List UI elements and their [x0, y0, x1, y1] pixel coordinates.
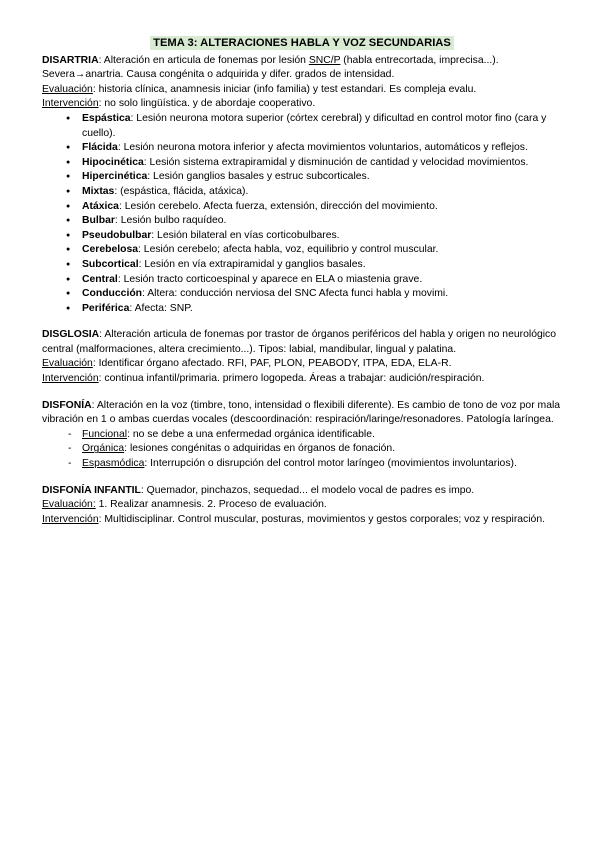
disartria-intro: [42, 54, 562, 83]
disfonia-infantil-term: DISFONÍA INFANTIL: [42, 484, 141, 496]
list-item: [82, 185, 562, 200]
disfonia-infantil-evaluacion: [42, 498, 562, 513]
type-name: Conducción: [82, 288, 143, 300]
disfonia-infantil-interv-text: : Multidisciplinar. Control muscular, posturas, movimientos y gestos corporales; voz y respiración.: [98, 513, 546, 525]
disfonia-intro: [42, 399, 562, 428]
document-page: [42, 36, 562, 539]
type-desc: : Lesión tracto corticoespinal y aparece en ELA o miastenia grave.: [117, 273, 423, 285]
disglosia-evaluacion: [42, 357, 562, 372]
section-disartria: [42, 54, 562, 317]
disfonia-infantil-intro: [42, 484, 562, 499]
list-item: [82, 141, 562, 156]
disfonia-infantil-intro-text: : Quemador, pinchazos, sequedad... el modelo vocal de padres es impo.: [140, 484, 475, 496]
page-title: TEMA 3: ALTERACIONES HABLA Y VOZ SECUNDARIAS: [150, 36, 454, 50]
type-name: Atáxica: [82, 200, 119, 212]
disglosia-term: DISGLOSIA: [42, 329, 100, 341]
type-name: Bulbar: [82, 215, 115, 227]
list-item: [82, 112, 562, 141]
section-disfonia: [42, 399, 562, 472]
disartria-term: DISARTRIA: [42, 54, 99, 66]
type-name: Espástica: [82, 112, 131, 124]
type-name: Central: [82, 273, 118, 285]
list-item: [82, 258, 562, 273]
list-item: [82, 200, 562, 215]
type-name: Subcortical: [82, 258, 139, 270]
type-name: Periférica: [82, 302, 130, 314]
type-desc: : Altera: conducción nerviosa del SNC Afecta funci habla y movimi.: [142, 288, 449, 300]
type-desc: : Lesión ganglios basales y estruc subcorticales.: [147, 171, 370, 183]
disfonia-term: DISFONÍA: [42, 399, 92, 411]
section-disglosia: [42, 328, 562, 386]
list-item: [82, 428, 562, 443]
list-item: [82, 156, 562, 171]
list-item: [82, 214, 562, 229]
type-desc: : Lesión neurona motora inferior y afecta movimientos voluntarios, automáticos y reflejos.: [117, 142, 528, 154]
type-name: Pseudobulbar: [82, 229, 152, 241]
type-desc: : Lesión bilateral en vías corticobulbares.: [151, 229, 340, 241]
disglosia-eval-text: : Identificar órgano afectado. RFI, PAF, PLON, PEABODY, ITPA, EDA, ELA-R.: [92, 358, 452, 370]
disfonia-infantil-intervencion: [42, 513, 562, 528]
type-name: Mixtas: [82, 185, 115, 197]
disartria-eval-text: : historia clínica, anamnesis iniciar (info familia) y test estandari. Es compleja evalu.: [92, 83, 477, 95]
list-item: [82, 243, 562, 258]
disglosia-intro: [42, 328, 562, 357]
title-wrap: [42, 36, 562, 52]
disglosia-interv-text: : continua infantil/primaria. primero logopeda. Áreas a trabajar: audición/respiración.: [98, 373, 485, 385]
disartria-eval-label: Evaluación: [42, 83, 93, 95]
disglosia-interv-label: Intervención: [42, 373, 99, 385]
type-desc: : Lesión neurona motora superior (córtex cerebral) y dificultad en control motor fino (cara y cuello).: [82, 112, 547, 139]
type-name: Espasmódica: [82, 458, 145, 470]
type-name: Cerebelosa: [82, 244, 139, 256]
type-desc: : Lesión cerebelo; afecta habla, voz, equilibrio y control muscular.: [138, 244, 439, 256]
disartria-interv-label: Intervención: [42, 98, 99, 110]
list-item: [82, 302, 562, 317]
list-item: [82, 442, 562, 457]
type-name: Orgánica: [82, 443, 125, 455]
type-name: Flácida: [82, 142, 118, 154]
type-desc: : Lesión cerebelo. Afecta fuerza, extensión, dirección del movimiento.: [118, 200, 438, 212]
section-disfonia-infantil: [42, 484, 562, 528]
list-item: [82, 170, 562, 185]
list-item: [82, 457, 562, 472]
type-desc: : Interrupción o disrupción del control motor laríngeo (movimientos involuntarios).: [144, 458, 517, 470]
disartria-intro-a: : Alteración en articula de fonemas por lesión: [98, 54, 309, 66]
disglosia-intervencion: [42, 372, 562, 387]
disfonia-infantil-eval-text: 1. Realizar anamnesis. 2. Proceso de evaluación.: [95, 499, 327, 511]
disglosia-intro-text: : Alteración articula de fonemas por trastor de órganos periféricos del habla y origen no neurológico central (malformaciones, altera crecimiento...). Tipos: labial, mandibular, lingual y palatina.: [42, 329, 557, 355]
disfonia-types-list: [42, 428, 562, 472]
disglosia-eval-label: Evaluación: [42, 358, 93, 370]
disartria-interv-text: : no solo lingüística. y de abordaje cooperativo.: [98, 98, 316, 110]
disartria-intro-b: (habla entrecortada, imprecisa...). Severa→anartria. Causa congénita o adquirida y difer. grados de intensidad.: [42, 54, 499, 81]
disartria-types-list: [42, 112, 562, 316]
type-desc: : Lesión en vía extrapiramidal y ganglios basales.: [138, 258, 366, 270]
type-desc: : Lesión bulbo raquídeo.: [114, 215, 227, 227]
list-item: [82, 273, 562, 288]
type-desc: : lesiones congénitas o adquiridas en órganos de fonación.: [124, 443, 396, 455]
disartria-intervencion: [42, 97, 562, 112]
type-desc: : (espástica, flácida, atáxica).: [114, 185, 249, 197]
type-name: Hipercinética: [82, 171, 148, 183]
type-name: Hipocinética: [82, 156, 144, 168]
type-desc: : no se debe a una enfermedad orgánica identificable.: [127, 428, 375, 440]
disartria-evaluacion: [42, 83, 562, 98]
type-name: Funcional: [82, 428, 128, 440]
disfonia-infantil-eval-label: Evaluación:: [42, 499, 96, 511]
disfonia-infantil-interv-label: Intervención: [42, 513, 99, 525]
type-desc: : Afecta: SNP.: [129, 302, 193, 314]
list-item: [82, 229, 562, 244]
type-desc: : Lesión sistema extrapiramidal y disminución de cantidad y velocidad movimientos.: [143, 156, 529, 168]
list-item: [82, 287, 562, 302]
disartria-intro-u: SNC/P: [308, 54, 341, 66]
disfonia-intro-text: : Alteración en la voz (timbre, tono, intensidad o flexibili diferente). Es cambio de tono de voz por mala vibración en 1 o ambas cuerdas vocales (descoordinación: respiración/laringe/resonadores. Patología laríngea.: [42, 399, 561, 426]
